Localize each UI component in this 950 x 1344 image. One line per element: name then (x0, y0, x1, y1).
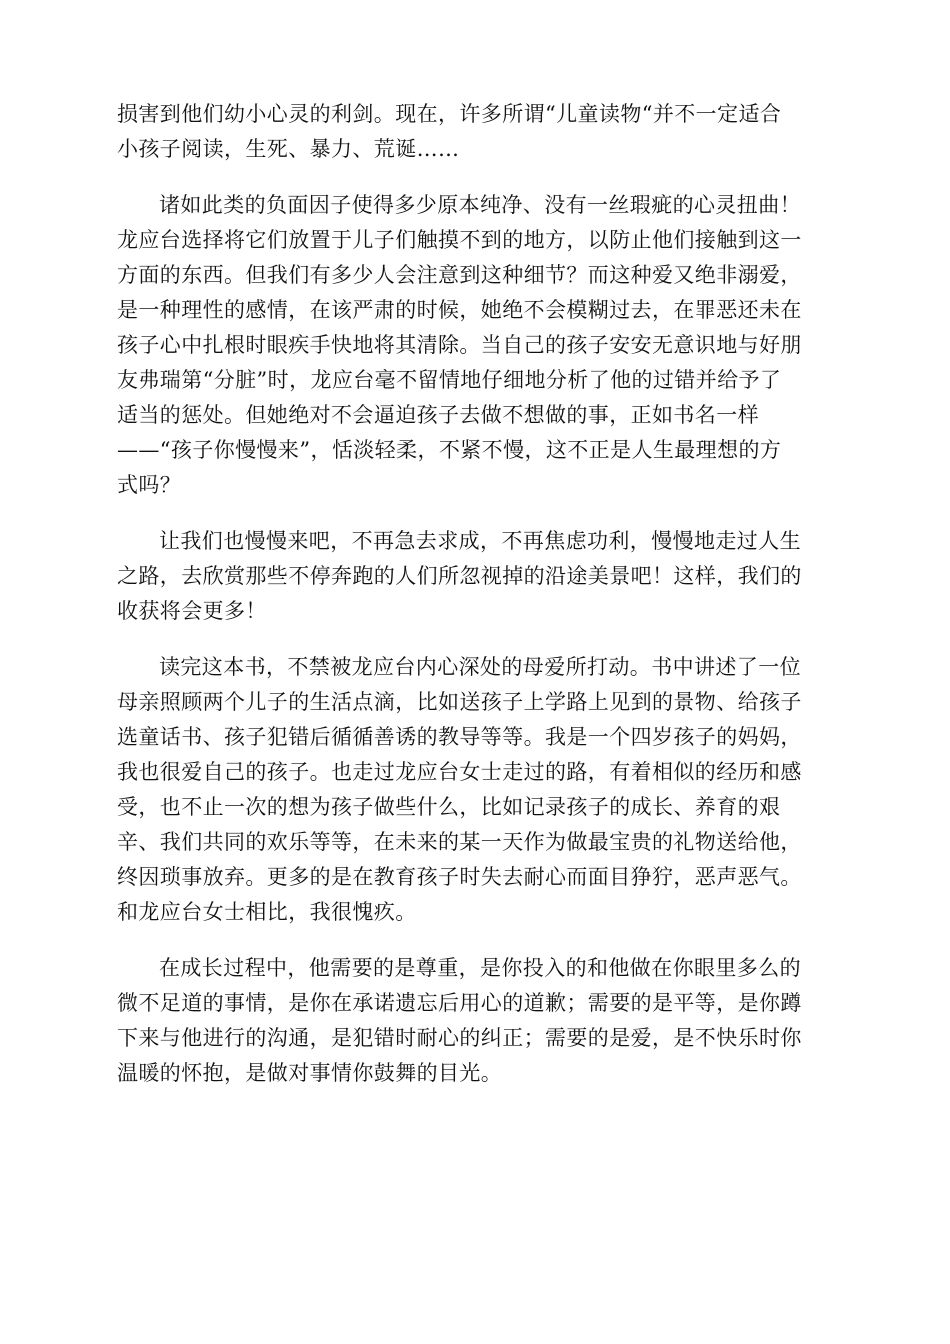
text-line: 方面的东西。但我们有多少人会注意到这种细节？而这种爱又绝非溺爱， (117, 263, 802, 287)
text-line: 和龙应台女士相比，我很愧疚。 (117, 900, 417, 924)
text-line: 之路，去欣赏那些不停奔跑的人们所忽视掉的沿途美景吧！这样，我们的 (117, 564, 802, 588)
text-line: 我也很爱自己的孩子。也走过龙应台女士走过的路，有着相似的经历和感 (117, 760, 802, 784)
text-line: 在成长过程中，他需要的是尊重，是你投入的和他做在你眼里多么的 (159, 956, 801, 980)
text-line: 让我们也慢慢来吧，不再急去求成，不再焦虑功利，慢慢地走过人生 (159, 529, 801, 553)
paragraph-1 (117, 97, 833, 167)
text-line: 龙应台选择将它们放置于儿子们触摸不到的地方，以防止他们接触到这一 (117, 228, 802, 252)
text-line: 是一种理性的感情，在该严肃的时候，她绝不会模糊过去，在罪恶还未在 (117, 298, 802, 322)
text-line: 孩子心中扎根时眼疾手快地将其清除。当自己的孩子安安无意识地与好朋 (117, 333, 802, 357)
text-line: 小孩子阅读，生死、暴力、荒诞…… (117, 137, 460, 161)
text-line: 式吗？ (117, 473, 182, 497)
paragraph-spacer (117, 167, 833, 188)
text-line: 友弗瑞第“分脏”时，龙应台毫不留情地仔细地分析了他的过错并给予了 (117, 368, 782, 392)
text-line: 收获将会更多！ (117, 599, 267, 623)
text-line: 诸如此类的负面因子使得多少原本纯净、没有一丝瑕疵的心灵扭曲！ (159, 193, 801, 217)
text-line: 微不足道的事情，是你在承诺遗忘后用心的道歉；需要的是平等，是你蹲 (117, 991, 802, 1015)
paragraph-5 (117, 951, 833, 1091)
text-line: 下来与他进行的沟通，是犯错时耐心的纠正；需要的是爱，是不快乐时你 (117, 1026, 802, 1050)
text-line: 损害到他们幼小心灵的利剑。现在，许多所谓“儿童读物“并不一定适合 (117, 102, 782, 126)
text-line: 读完这本书，不禁被龙应台内心深处的母爱所打动。书中讲述了一位 (159, 655, 801, 679)
text-line: ——“孩子你慢慢来”，恬淡轻柔，不紧不慢，这不正是人生最理想的方 (117, 438, 782, 462)
paragraph-spacer (117, 503, 833, 524)
document-body (117, 97, 833, 1091)
text-line: 终因琐事放弃。更多的是在教育孩子时失去耐心而面目狰狞，恶声恶气。 (117, 865, 802, 889)
paragraph-3 (117, 524, 833, 629)
text-line: 受，也不止一次的想为孩子做些什么，比如记录孩子的成长、养育的艰 (117, 795, 781, 819)
paragraph-4 (117, 650, 833, 930)
text-line: 辛、我们共同的欢乐等等，在未来的某一天作为做最宝贵的礼物送给他， (117, 830, 802, 854)
text-line: 适当的惩处。但她绝对不会逼迫孩子去做不想做的事，正如书名一样 (117, 403, 759, 427)
paragraph-spacer (117, 629, 833, 650)
paragraph-spacer (117, 930, 833, 951)
text-line: 温暖的怀抱，是做对事情你鼓舞的目光。 (117, 1061, 503, 1085)
text-line: 选童话书、孩子犯错后循循善诱的教导等等。我是一个四岁孩子的妈妈， (117, 725, 802, 749)
text-line: 母亲照顾两个儿子的生活点滴，比如送孩子上学路上见到的景物、给孩子 (117, 690, 802, 714)
paragraph-2 (117, 188, 833, 503)
